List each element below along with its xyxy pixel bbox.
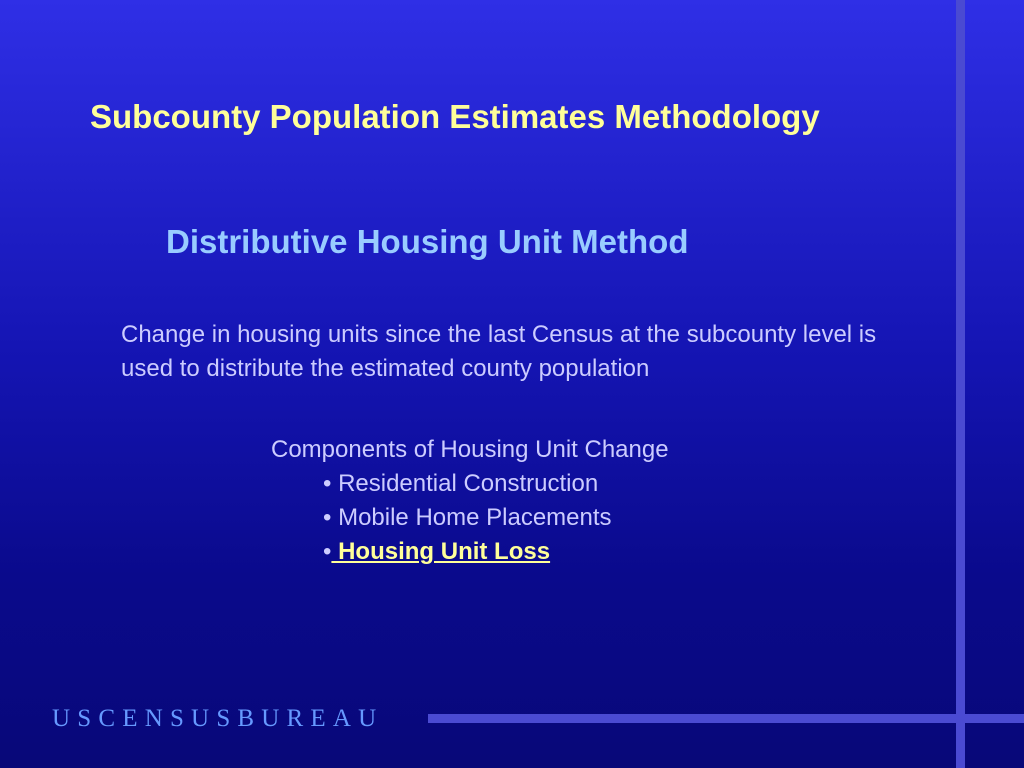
list-item-housing-unit-loss — [323, 535, 669, 569]
list-item-residential-construction — [323, 467, 669, 501]
census-bureau-logo: USCENSUSBUREAU — [52, 705, 384, 732]
slide-subtitle: Distributive Housing Unit Method — [166, 223, 689, 260]
bullet-icon: • — [323, 538, 332, 565]
list-item-label: Residential Construction — [331, 470, 599, 497]
bullet-icon: • — [323, 470, 332, 497]
slide-title: Subcounty Population Estimates Methodology — [90, 98, 820, 135]
housing-unit-loss-link[interactable]: Housing Unit Loss — [331, 538, 551, 565]
components-section — [271, 433, 669, 569]
vertical-accent-line — [956, 0, 965, 768]
components-list — [271, 467, 669, 569]
list-item-mobile-home-placements — [323, 501, 669, 535]
list-item-label: Mobile Home Placements — [331, 504, 612, 531]
body-paragraph: Change in housing units since the last Census at the subcounty level is used to distribute the estimated county population — [121, 321, 877, 382]
horizontal-accent-line — [428, 714, 1024, 723]
bullet-icon: • — [323, 504, 332, 531]
components-heading: Components of Housing Unit Change — [271, 436, 669, 463]
